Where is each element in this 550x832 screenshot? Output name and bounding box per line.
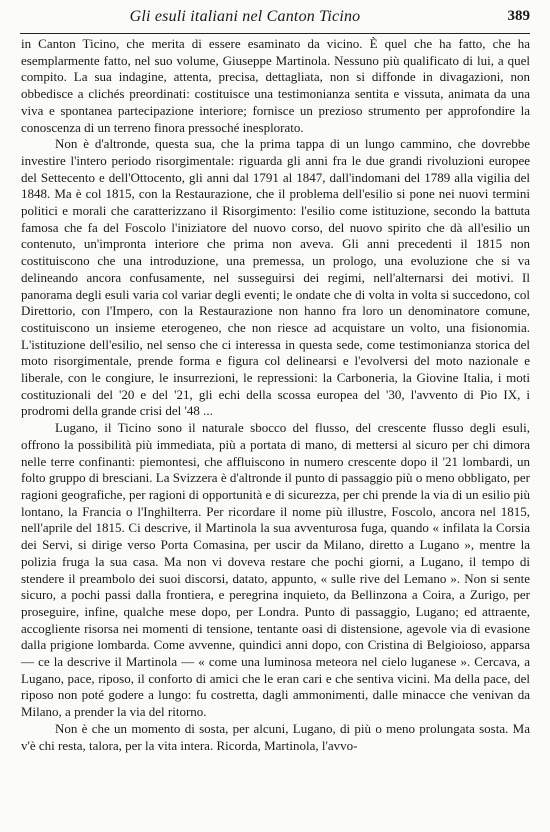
page-header <box>20 8 530 30</box>
paragraph-2: Non è d'altronde, questa sua, che la prima tappa di un lungo cammino, che dovrebbe investire l'intero periodo risorgimentale: riguarda gli anni fra le due grandi rivoluzioni europee del Settecento e dell'Ottocento, gli anni dal 1791 al 1847, dall'indomani del 1789 alla vigilia del 1848. Ma è col 1815, con la Restaurazione, che il problema dell'esilio si pone nei nuovi termini politici e morali che caratterizzano il Risorgimento: l'esilio come istituzione, secondo la battuta famosa che fa del Foscolo l'iniziatore del nuovo corso, del nuovo spirito che dà all'esilio un contenuto, un'impronta interiore che prima non aveva. Gli anni precedenti il 1815 non costituiscono che una introduzione, una premessa, un prologo, una evoluzione che si va delineando ancora confusamente, nel susseguirsi dei regimi, nell'alternarsi dei motivi. Il panorama degli esuli varia col variar degli eventi; le ondate che di volta in volta si succedono, col Direttorio, con l'Impero, con la Restaurazione non hanno fra loro un denominatore comune, costituiscono un insieme eterogeneo, che non riesce ad acquistare un volto, una fisionomia. L'istituzione dell'esilio, nel senso che ci interessa in questa sede, come testimonianza storica del moto risorgimentale, prende forma e figura col delinearsi e l'evolversi del moto nazionale e liberale, con le congiure, le insurrezioni, le repressioni: la Carboneria, la Giovine Italia, i moti costituzionali del '20 e del '21, gli echi della scossa europea del '30, l'avvento di Pio IX, i prodromi della grande crisi del '48 ... <box>21 136 530 419</box>
page-number: 389 <box>507 8 530 24</box>
paragraph-3: Lugano, il Ticino sono il naturale sbocco del flusso, del crescente flusso degli esuli, offrono la possibilità più immediata, più a portata di mano, di mettersi al sicuro per chi dimora nelle terre confinanti: piemontesi, che affluiscono in numero crescente dopo il '21 lombardi, un folto gruppo di bresciani. La Svizzera è d'altronde il punto di passaggio più o meno obbligato, per ragioni geografiche, per ragioni di opportunità e di sicurezza, per chi prende la via di un esilio più lontano, la Francia o l'Inghilterra. Per ricordare il nome più illustre, Foscolo, ancora nel 1815, nell'aprile del 1815. Ci descrive, il Martinola la sua avventurosa fuga, quando « infilata la Corsia dei Servi, si dirige verso Porta Comasina, per uscir da Milano, diretto a Lugano », mentre la polizia fruga la sua casa. Ma non vi doveva restare che pochi giorni, a Lugano, il tempo di stendere il preambolo dei suoi discorsi, datato, appunto, « sulle rive del Lemano ». Non si sente sicuro, a pochi passi dalla frontiera, e peregrina inquieto, da Bellinzona a Coira, a Zurigo, per proseguire, infine, qualche mese dopo, per Londra. Punto di passaggio, Lugano; ed attraente, accogliente risorsa nei momenti di tensione, tentante oasi di distensione, agevole via di evasione dalla prigione lombarda. Come avvenne, quindici anni dopo, con Cristina di Belgioioso, apparsa — ce la descrive il Martinola — « come una luminosa meteora nel cielo luganese ». Cercava, a Lugano, pace, riposo, il conforto di amici che le eran cari e che sentiva vicini. Ma della pace, del riposo non poté godere a lungo: fu costretta, dagli ammonimenti, dalle minacce che venivan da Milano, a prender la via del ritorno. <box>21 420 530 720</box>
running-title: Gli esuli italiani nel Canton Ticino <box>129 8 361 25</box>
header-rule <box>20 33 530 34</box>
paragraph-4: Non è che un momento di sosta, per alcuni, Lugano, di più o meno prolungata sosta. Ma v'è chi resta, talora, per la vita intera. Ricorda, Martinola, l'avvo- <box>21 720 530 753</box>
body-text <box>21 36 530 754</box>
paragraph-1: in Canton Ticino, che merita di essere esaminato da vicino. È quel che ha fatto, che ha esemplarmente fatto, nel suo volume, Giuseppe Martinola. Nessuno più qualificato di lui, a quel compito. La sua indagine, attenta, precisa, dettagliata, non si diffonde in divagazioni, non obbedisce a clichés preordinati: costituisce una testimonianza sentita e vissuta, animata da una viva e spontanea partecipazione interiore; fornisce un prezioso strumento per approfondire la conoscenza di un terreno finora pressoché inesplorato. <box>21 36 530 135</box>
